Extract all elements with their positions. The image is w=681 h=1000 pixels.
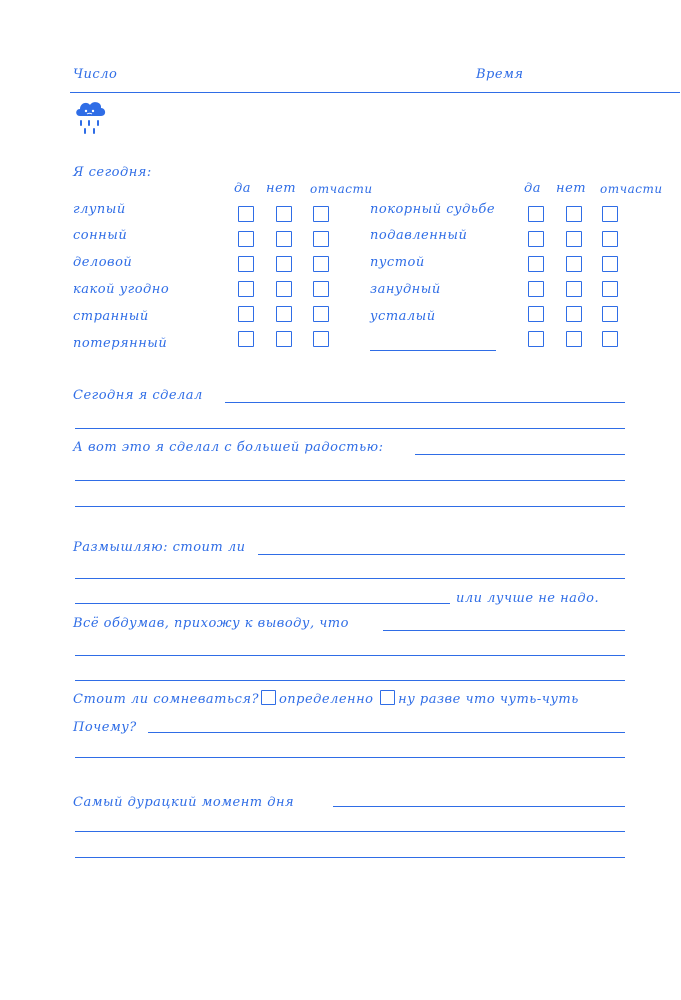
col-yes-right: да bbox=[524, 181, 541, 196]
checkbox-no[interactable] bbox=[566, 206, 582, 222]
checkbox-partly[interactable] bbox=[602, 206, 618, 222]
thinking-line[interactable] bbox=[75, 578, 625, 579]
checkbox-no[interactable] bbox=[276, 331, 292, 347]
checkbox-no[interactable] bbox=[566, 231, 582, 247]
conclusion-label: Всё обдумав, прихожу к выводу, что bbox=[73, 616, 349, 631]
conclusion-line[interactable] bbox=[75, 655, 625, 656]
col-no-right: нет bbox=[556, 181, 587, 196]
mood-item-left: глупый bbox=[73, 202, 126, 217]
mood-item-right: пустой bbox=[370, 255, 425, 270]
checkbox-partly[interactable] bbox=[313, 281, 329, 297]
mood-title: Я сегодня: bbox=[73, 165, 152, 180]
date-label: Число bbox=[73, 67, 118, 82]
checkbox-no[interactable] bbox=[276, 281, 292, 297]
checkbox-partly[interactable] bbox=[602, 256, 618, 272]
did-today-line[interactable] bbox=[75, 428, 625, 429]
col-partly-left: отчасти bbox=[310, 182, 373, 196]
mood-item-right: покорный судьбе bbox=[370, 202, 496, 217]
mood-item-left: потерянный bbox=[73, 336, 168, 351]
time-label: Время bbox=[476, 67, 524, 82]
checkbox-yes[interactable] bbox=[528, 331, 544, 347]
mood-item-right: занудный bbox=[370, 282, 441, 297]
did-today-label: Сегодня я сделал bbox=[73, 388, 203, 403]
checkbox-no[interactable] bbox=[276, 306, 292, 322]
checkbox-partly[interactable] bbox=[313, 306, 329, 322]
did-with-joy-line[interactable] bbox=[75, 506, 625, 507]
or-better-not-label: или лучше не надо. bbox=[456, 591, 600, 606]
did-with-joy-line[interactable] bbox=[75, 480, 625, 481]
silliest-moment-line[interactable] bbox=[75, 831, 625, 832]
did-with-joy-line[interactable] bbox=[415, 454, 625, 455]
checkbox-yes[interactable] bbox=[528, 231, 544, 247]
doubt-option-definitely: определенно bbox=[278, 692, 374, 707]
doubt-question: Стоит ли сомневаться? bbox=[73, 692, 259, 707]
mood-item-left: какой угодно bbox=[73, 282, 170, 297]
checkbox-no[interactable] bbox=[566, 256, 582, 272]
thinking-label: Размышляю: стоит ли bbox=[73, 540, 246, 555]
did-with-joy-label: А вот это я сделал с большей радостью: bbox=[73, 440, 384, 455]
checkbox-partly[interactable] bbox=[602, 231, 618, 247]
mood-item-left: деловой bbox=[73, 255, 133, 270]
silliest-moment-line[interactable] bbox=[333, 806, 625, 807]
col-yes-left: да bbox=[234, 181, 251, 196]
checkbox-definitely[interactable] bbox=[261, 690, 276, 705]
why-line[interactable] bbox=[148, 732, 625, 733]
checkbox-partly[interactable] bbox=[313, 331, 329, 347]
checkbox-partly[interactable] bbox=[313, 231, 329, 247]
checkbox-yes[interactable] bbox=[238, 206, 254, 222]
checkbox-yes[interactable] bbox=[528, 306, 544, 322]
why-line[interactable] bbox=[75, 757, 625, 758]
conclusion-line[interactable] bbox=[75, 680, 625, 681]
checkbox-partly[interactable] bbox=[313, 206, 329, 222]
mood-item-right: усталый bbox=[370, 309, 436, 324]
checkbox-no[interactable] bbox=[566, 281, 582, 297]
thinking-line[interactable] bbox=[258, 554, 625, 555]
checkbox-partly[interactable] bbox=[602, 306, 618, 322]
col-partly-right: отчасти bbox=[600, 182, 663, 196]
checkbox-yes[interactable] bbox=[238, 231, 254, 247]
checkbox-partly[interactable] bbox=[313, 256, 329, 272]
header-line bbox=[70, 92, 680, 93]
mood-item-left: сонный bbox=[73, 228, 128, 243]
checkbox-partly[interactable] bbox=[602, 331, 618, 347]
thinking-line[interactable] bbox=[75, 603, 450, 604]
checkbox-yes[interactable] bbox=[528, 206, 544, 222]
checkbox-no[interactable] bbox=[276, 256, 292, 272]
rain-cloud-icon bbox=[74, 99, 108, 139]
conclusion-line[interactable] bbox=[383, 630, 625, 631]
checkbox-yes[interactable] bbox=[238, 256, 254, 272]
why-label: Почему? bbox=[73, 720, 137, 735]
checkbox-yes[interactable] bbox=[238, 331, 254, 347]
checkbox-no[interactable] bbox=[276, 231, 292, 247]
checkbox-yes[interactable] bbox=[238, 281, 254, 297]
silliest-moment-label: Самый дурацкий момент дня bbox=[73, 795, 295, 810]
col-no-left: нет bbox=[266, 181, 297, 196]
doubt-row bbox=[73, 690, 579, 707]
checkbox-yes[interactable] bbox=[528, 281, 544, 297]
checkbox-yes[interactable] bbox=[528, 256, 544, 272]
checkbox-yes[interactable] bbox=[238, 306, 254, 322]
checkbox-no[interactable] bbox=[276, 206, 292, 222]
did-today-line[interactable] bbox=[225, 402, 625, 403]
silliest-moment-line[interactable] bbox=[75, 857, 625, 858]
mood-item-right-blank-line[interactable] bbox=[370, 350, 496, 351]
checkbox-no[interactable] bbox=[566, 331, 582, 347]
doubt-option-a-little: ну разве что чуть-чуть bbox=[398, 692, 579, 707]
checkbox-a-little[interactable] bbox=[380, 690, 395, 705]
mood-item-left: странный bbox=[73, 309, 149, 324]
mood-item-right: подавленный bbox=[370, 228, 468, 243]
checkbox-no[interactable] bbox=[566, 306, 582, 322]
checkbox-partly[interactable] bbox=[602, 281, 618, 297]
